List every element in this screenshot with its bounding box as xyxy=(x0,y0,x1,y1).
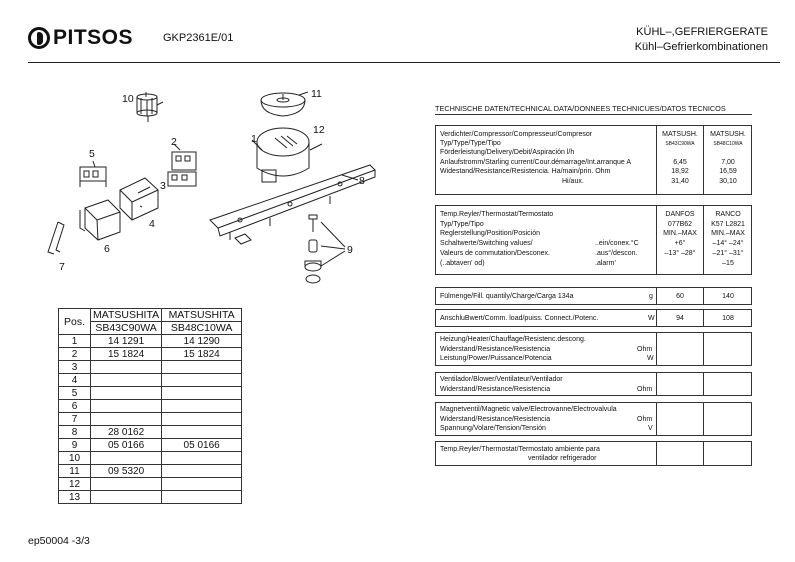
fan-label: Ventilador/Blower/Ventilateur/Ventilador xyxy=(440,376,563,383)
alarm-label: .alarm' xyxy=(595,260,616,267)
compressor-a-current: 6,45 xyxy=(673,159,687,166)
callout-4: 4 xyxy=(149,218,155,230)
technical-data-title: TECHNISCHE DATEN/TECHNICAL DATA/DONNEES TECHNICUES/DATOS TECNICOS xyxy=(435,104,752,115)
pos-header: Pos. xyxy=(59,309,91,335)
callout-6: 6 xyxy=(104,243,110,255)
table-row xyxy=(59,491,242,504)
parts-cell-c2: 14 1290 xyxy=(162,335,242,348)
valve-voltage-unit: V xyxy=(648,425,653,432)
col2-brand: MATSUSHITA xyxy=(162,309,242,322)
parts-cell-pos: 2 xyxy=(59,348,91,361)
base-rail-part xyxy=(210,165,375,244)
charge-a: 60 xyxy=(676,293,684,300)
compressor-label: Verdichter/Compressor/Compresseur/Compresor xyxy=(440,131,593,138)
thermostat-b-alarm: –15 xyxy=(722,260,734,267)
parts-cell-pos: 4 xyxy=(59,374,91,387)
parts-cell-c2 xyxy=(162,413,242,426)
parts-cell-pos: 3 xyxy=(59,361,91,374)
compressor-b-type: SB48C10WA xyxy=(713,141,743,147)
parts-cell-c1 xyxy=(91,452,162,465)
parts-cell-c1 xyxy=(91,374,162,387)
valve-block xyxy=(435,402,752,436)
charge-unit: g xyxy=(649,293,653,300)
parts-table xyxy=(58,308,242,504)
table-row xyxy=(59,478,242,491)
parts-cell-pos: 8 xyxy=(59,426,91,439)
parts-cell-c2 xyxy=(162,465,242,478)
thermostat-type-label: Typ/Type/Tipo xyxy=(440,221,484,228)
parts-cell-pos: 5 xyxy=(59,387,91,400)
parts-cell-pos: 10 xyxy=(59,452,91,465)
switch-on-label: ..ein/conex.°C xyxy=(595,240,639,247)
parts-cell-c1: 14 1291 xyxy=(91,335,162,348)
type-label: Typ/Type/Type/Tipo xyxy=(440,140,501,147)
table-row xyxy=(59,374,242,387)
power-block xyxy=(435,309,752,327)
relay-part xyxy=(168,144,196,186)
overload-protector-part xyxy=(120,178,158,220)
commutation-label: Valeurs de commutation/Desconex. xyxy=(440,250,550,257)
main-resistance-label: Widestand/Resistance/Resistencia. Ha/main/prin. Ohm xyxy=(440,168,611,175)
capacitor-cover-part xyxy=(80,200,120,240)
col1-model: SB43C90WA xyxy=(91,322,162,335)
thermostat-a-type: 077B62 xyxy=(667,221,693,228)
power-b: 108 xyxy=(722,315,734,322)
fan-resistance-label: Widerstand/Resistance/Resistencia xyxy=(440,386,551,393)
compressor-b-brand: MATSUSH. xyxy=(710,131,746,138)
parts-cell-pos: 11 xyxy=(59,465,91,478)
table-row xyxy=(59,361,242,374)
fan-block xyxy=(435,372,752,396)
parts-cell-c2 xyxy=(162,478,242,491)
parts-cell-c1: 09 5320 xyxy=(91,465,162,478)
table-row xyxy=(59,452,242,465)
compressor-part xyxy=(252,128,322,182)
switching-label: Schaltwerte/Switching values/ xyxy=(440,240,533,247)
valve-label: Magnetventil/Magnetic valve/Electrovanne/Electrovalvula xyxy=(440,406,617,413)
brand-logo xyxy=(28,26,133,50)
callout-2: 2 xyxy=(171,136,177,148)
ambient-thermostat-label: Temp.Reyler/Thermostat/Termostato ambiente para xyxy=(440,446,600,453)
table-row xyxy=(59,426,242,439)
parts-cell-c2 xyxy=(162,426,242,439)
table-row xyxy=(59,439,242,452)
parts-cell-c1: 05 0166 xyxy=(91,439,162,452)
terminal-block-part xyxy=(80,161,106,187)
parts-cell-pos: 7 xyxy=(59,413,91,426)
parts-cell-c1 xyxy=(91,491,162,504)
thermostat-b-brand: RANCO xyxy=(715,211,741,218)
table-row xyxy=(59,465,242,478)
heater-power-unit: W xyxy=(647,355,654,362)
parts-cell-c1 xyxy=(91,478,162,491)
table-row xyxy=(59,387,242,400)
parts-cell-c2 xyxy=(162,387,242,400)
parts-cell-pos: 13 xyxy=(59,491,91,504)
thermostat-a-position: MIN.–MAX xyxy=(663,230,697,237)
valve-resistance-unit: Ohm xyxy=(637,416,653,423)
drier-part xyxy=(137,92,163,122)
thermostat-a-on: +6° xyxy=(674,240,686,247)
parts-cell-c2 xyxy=(162,452,242,465)
thermostat-a-off: –13° –28° xyxy=(664,250,696,257)
callout-10: 10 xyxy=(122,93,134,105)
compressor-b-aux: 30,10 xyxy=(719,178,737,185)
page-reference: ep50004 -3/3 xyxy=(28,535,90,547)
technical-data-panel xyxy=(435,104,752,462)
charge-label: Fülmenge/Fill. quantily/Charge/Carga 134a xyxy=(440,293,574,300)
power-a: 94 xyxy=(676,315,684,322)
compressor-a-aux: 31,40 xyxy=(671,178,689,185)
parts-cell-pos: 6 xyxy=(59,400,91,413)
parts-cell-c2 xyxy=(162,400,242,413)
callout-1: 1 xyxy=(251,133,257,145)
brand-name: PITSOS xyxy=(53,26,134,49)
table-row xyxy=(59,348,242,361)
col1-brand: MATSUSHITA xyxy=(91,309,162,322)
compressor-a-type: SB43C90WA xyxy=(665,141,695,147)
charge-b: 140 xyxy=(722,293,734,300)
valve-resistance-label: Widerstand/Resistance/Resistencia xyxy=(440,416,551,423)
charge-block xyxy=(435,287,752,305)
defrost-label: (..abtaven' od) xyxy=(440,260,485,267)
parts-rows xyxy=(59,335,242,504)
thermostat-b-on: –14° –24° xyxy=(712,240,744,247)
page-subtitle: Kühl–Gefrierkombinationen xyxy=(634,41,768,53)
compressor-b-main: 16,59 xyxy=(719,168,737,175)
ambient-thermostat-label-2: ventilador refrigerador xyxy=(528,455,597,462)
parts-cell-c1 xyxy=(91,387,162,400)
callout-12: 12 xyxy=(313,124,325,136)
parts-cell-c2 xyxy=(162,491,242,504)
heater-power-label: Leistung/Power/Puissance/Potencia xyxy=(440,355,552,362)
delivery-label: Förderleistung/Delivery/Debit/Aspiración l/h xyxy=(440,149,575,156)
table-row xyxy=(59,335,242,348)
callout-3: 3 xyxy=(160,180,166,192)
parts-cell-pos: 12 xyxy=(59,478,91,491)
thermostat-label: Temp.Reyler/Thermostat/Termostato xyxy=(440,211,554,218)
power-unit: W xyxy=(648,315,655,322)
starting-current-label: Anlaufstromm/Starling current/Cour.démarrage/Int.arranque A xyxy=(440,159,632,166)
heater-label: Heizung/Heater/Chauffage/Resistenc.descong. xyxy=(440,336,586,343)
retaining-clip-part xyxy=(48,222,64,254)
callout-9: 9 xyxy=(347,244,353,256)
col2-model: SB48C10WA xyxy=(162,322,242,335)
parts-cell-c2: 05 0166 xyxy=(162,439,242,452)
parts-cell-pos: 1 xyxy=(59,335,91,348)
thermostat-b-position: MIN.–MAX xyxy=(711,230,745,237)
callout-11: 11 xyxy=(311,88,322,100)
aux-resistance-label: Hi/aux. xyxy=(562,178,584,185)
table-row xyxy=(59,413,242,426)
parts-cell-c1 xyxy=(91,361,162,374)
mounting-kit-part xyxy=(305,215,345,283)
parts-cell-c1 xyxy=(91,400,162,413)
parts-cell-c2 xyxy=(162,361,242,374)
compressor-b-current: 7,00 xyxy=(721,159,735,166)
compressor-a-brand: MATSUSH. xyxy=(662,131,698,138)
callout-5: 5 xyxy=(89,148,95,160)
valve-voltage-label: Spannung/Volare/Tension/Tensión xyxy=(440,425,546,432)
parts-cell-c2: 15 1824 xyxy=(162,348,242,361)
ambient-thermostat-block xyxy=(435,441,752,466)
table-row xyxy=(59,400,242,413)
callout-7: 7 xyxy=(59,261,65,273)
position-label: Reglerstellung/Position/Posición xyxy=(440,230,540,237)
fan-resistance-unit: Ohm xyxy=(637,386,653,393)
heater-resistance-unit: Ohm xyxy=(637,346,653,353)
thermostat-b-off: –21° –31° xyxy=(712,250,744,257)
thermostat-a-brand: DANFOS xyxy=(665,211,695,218)
exploded-parts-diagram xyxy=(40,80,380,290)
model-number: GKP2361E/01 xyxy=(163,32,234,44)
switch-off-label: .aus°/descon. xyxy=(595,250,638,257)
parts-cell-c1: 28 0162 xyxy=(91,426,162,439)
thermostat-block xyxy=(435,205,752,275)
parts-cell-c1 xyxy=(91,413,162,426)
pitsos-logo-icon xyxy=(28,27,50,49)
heater-resistance-label: Widerstand/Resistance/Resistencia xyxy=(440,346,551,353)
compressor-block xyxy=(435,125,752,195)
power-label: AnschluBwert/Comm. load/puiss. Connect./Potenc. xyxy=(440,315,599,322)
parts-cell-c2 xyxy=(162,374,242,387)
compressor-a-main: 18,92 xyxy=(671,168,689,175)
header-divider xyxy=(28,62,780,63)
parts-cell-c1: 15 1824 xyxy=(91,348,162,361)
page-title: KÜHL–,GEFRIERGERATE xyxy=(636,26,768,38)
thermostat-b-type: K57 L2821 xyxy=(711,221,745,228)
compressor-cover-part xyxy=(261,92,308,116)
parts-cell-pos: 9 xyxy=(59,439,91,452)
callout-8: 8 xyxy=(359,175,365,187)
heater-block xyxy=(435,332,752,366)
